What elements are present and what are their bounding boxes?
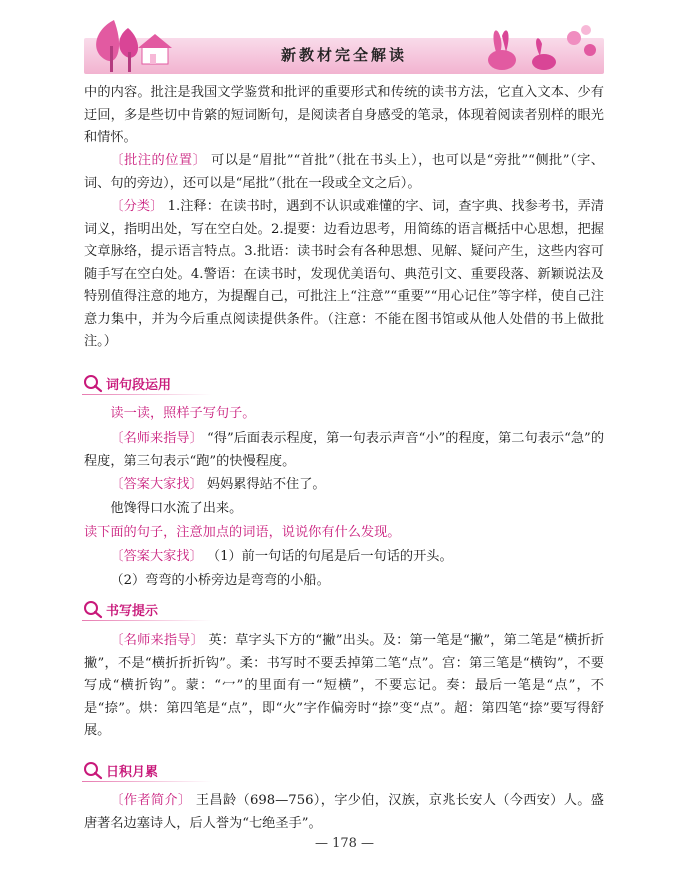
section-underline bbox=[82, 781, 212, 782]
author-intro bbox=[84, 790, 604, 835]
section-underline bbox=[82, 620, 212, 621]
position-tag: 〔批注的位置〕 bbox=[110, 153, 207, 168]
position-text: 可以是“眉批”“首批”（批在书头上），也可以是“旁批”“侧批”（字、词、句的旁边），还可以是“尾批”（批在一段或全文之后）。 bbox=[84, 153, 604, 191]
exercise-2: 读下面的句子，注意加点的词语，说说你有什么发现。 bbox=[84, 525, 401, 540]
answer2-tag: 〔答案大家找〕 bbox=[110, 549, 203, 564]
section1-answer2-line2: （2）弯弯的小桥旁边是弯弯的小船。 bbox=[110, 573, 330, 588]
categories-text: 1.注释：在读书时，遇到不认识或难懂的字、词，查字典、找参考书，弄清词义，指明出处，写在空白处。2.提要：边看边思考，用简练的语言概括中心思想，把握文章脉络，提示语言特点。3.批语：读书时会有各种思想、见解、疑问产生，这些内容可随手写在空白处。4.警语：在读书时，发现优美语句、典范引文、重要段落、新颖说法及特别值得注意的地方，为提醒自己，可批注上“注意”“重要”“用心记住”等字样，使自己注意力集中，并为今后重点阅读提供条件。（注意：不能在图书馆或从他人处借的书上做批注。） bbox=[84, 199, 604, 349]
guide-tag: 〔名师来指导〕 bbox=[110, 633, 205, 648]
section1-heading-text: 词句段运用 bbox=[106, 377, 172, 393]
section2-heading-text: 书写提示 bbox=[106, 603, 159, 619]
categories-tag: 〔分类〕 bbox=[110, 199, 164, 214]
section-heading-writing bbox=[82, 599, 158, 619]
magnifier-icon bbox=[82, 373, 104, 393]
section1-answer-line2: 他馋得口水流了出来。 bbox=[110, 501, 243, 516]
section2-guide bbox=[84, 630, 604, 743]
header-title: 新教材完全解读 bbox=[280, 46, 407, 64]
intro-paragraph: 中的内容。批注是我国文学鉴赏和批评的重要形式和传统的读书方法，它直入文本、少有迂回，多是些切中肯綮的短词断句，是阅读者自身感受的笔录，体现着阅读者别样的眼光和情怀。 bbox=[84, 85, 604, 145]
answer2-text: （1）前一句话的句尾是后一句话的开头。 bbox=[202, 549, 453, 564]
guide-text: “得”后面表示程度，第一句表示声音“小”的程度，第二句表示“急”的程度，第三句表示“跑”的快慢程度。 bbox=[84, 431, 605, 469]
section1-answer2 bbox=[84, 546, 604, 569]
section-underline bbox=[82, 394, 212, 395]
author-text: 王昌龄（698—756），字少伯，汉族，京兆长安人（今西安）人。盛唐著名边塞诗人，后人誉为“七绝圣手”。 bbox=[84, 793, 604, 831]
guide-tag: 〔名师来指导〕 bbox=[110, 431, 203, 446]
section-heading-usage bbox=[82, 373, 171, 393]
magnifier-icon bbox=[82, 760, 104, 780]
author-tag: 〔作者简介〕 bbox=[110, 793, 192, 808]
categories-paragraph bbox=[84, 196, 604, 354]
page-number: — 178 — bbox=[314, 836, 375, 851]
exercise-1: 读一读，照样子写句子。 bbox=[110, 406, 256, 421]
page-header bbox=[84, 16, 604, 74]
answer-text: 妈妈累得站不住了。 bbox=[202, 477, 326, 492]
guide-text: 英：草字头下方的“撇”出头。及：第一笔是“撇”，第二笔是“横折折撇”，不是“横折折折钩”。柔：书写时不要丢掉第二笔“点”。宫：第三笔是“横钩”，不要写成“横折钩”。蒙：“冖”的里面有一“短横”，不要忘记。奏：最后一笔是“点”，不是“捺”。烘：第四笔是“点”，即“火”字作偏旁时“捺”变“点”。超：第四笔“捺”要写得舒展。 bbox=[84, 633, 605, 738]
section1-guide bbox=[84, 428, 604, 473]
answer-tag: 〔答案大家找〕 bbox=[110, 477, 203, 492]
section1-answer bbox=[84, 474, 604, 497]
magnifier-icon bbox=[82, 599, 104, 619]
section-heading-accumulation bbox=[82, 760, 158, 780]
annotation-position-paragraph bbox=[84, 150, 604, 195]
section3-heading-text: 日积月累 bbox=[106, 764, 159, 780]
